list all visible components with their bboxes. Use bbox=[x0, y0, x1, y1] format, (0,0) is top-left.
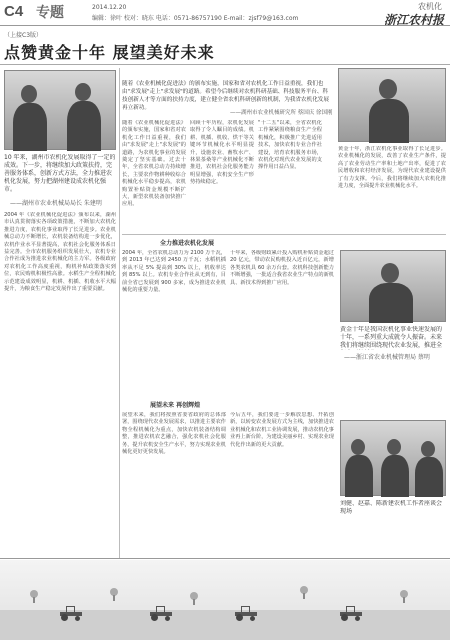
mid-body-col2: 回顾十年历程，农机化发展取得了令人瞩目的成绩。机耕、机插、机收、烘干等关键环节机械化水平明显提升，设施农业、畜牧水产、林果茶桑等产业机械化不断推进，农机社会化服务能力明显增强，农机安全生产形势持续稳定。 bbox=[190, 120, 254, 186]
lower-body-left: 展望未来，我们将按照省委省政府的总体部署，围绕现代农业发展需求，以推进主要农作物全程机械化为重点，加快农机装备结构调整，推进农机农艺融合，强化农机社会化服务，提升农机安全生产水平，努力实现农业机械化更好更快发展。 bbox=[122, 412, 226, 456]
tractor-icon bbox=[150, 606, 172, 620]
subheading-2: 展望未来 再创辉煌 bbox=[150, 402, 201, 409]
masthead: 浙江农村报 bbox=[383, 13, 444, 27]
headline: 点赞黄金十年 展望美好未来 bbox=[4, 43, 215, 62]
left-photo-caption: 10 年来，湖州市农机化发展取得了一定的成效。下一步，将继续加大政策扶持，完善服务体系，创新方式方法，全力推进农机化发展，努力把湖州建设成农机化强市。 bbox=[4, 154, 116, 193]
left-photo bbox=[4, 70, 116, 150]
banner-top-rule bbox=[0, 558, 450, 559]
tractor-icon bbox=[60, 606, 82, 620]
tree-icon bbox=[300, 586, 308, 598]
section-title: 专题 bbox=[36, 5, 64, 21]
column-name: 农机化 bbox=[418, 2, 442, 11]
right-lower-photo bbox=[340, 420, 446, 496]
continued-tag: （上接C3版） bbox=[4, 32, 43, 39]
column-divider bbox=[119, 68, 120, 558]
tractor-icon bbox=[340, 606, 362, 620]
page-header bbox=[0, 0, 450, 26]
mid-body-col3: "十二五"以来，全省农机化工作紧紧围绕粮食生产全程机械化，积极推广先进适用技术，加快农机专业合作社建设，培育农机服务市场，农机化对现代农业发展的支撑作用日益凸显。 bbox=[258, 120, 322, 171]
page-number: C4 bbox=[4, 3, 24, 20]
right-top-body: 黄金十年，浙江农机化事业取得了长足进步。农业机械化的发展，改善了农业生产条件，提高了农业劳动生产率和土地产出率，促进了农民增收和农村经济发展，为现代农业建设提供了有力支撑。今后，我们将继续加大农机化推进力度，全面提升农业机械化水平。 bbox=[338, 146, 446, 190]
left-photo-credit: ——湖州市农业机械局局长 朱建明 bbox=[10, 200, 102, 207]
middle-photo-credit: ——浙江省农业机械管理局 蔡明 bbox=[344, 354, 430, 361]
headline-divider bbox=[0, 64, 450, 65]
tree-icon bbox=[400, 590, 408, 602]
issue-date: 2014.12.20 bbox=[92, 4, 127, 11]
middle-body-right: 十年来，各级财政累计投入购机补贴资金超过 20 亿元，带动农民购机投入近百亿元，新增各类农机具 60 余万台套。农机科技创新能力不断增强，一批适合我省农业生产特点的新机具、新技术得到推广应用。 bbox=[230, 250, 334, 286]
right-lower-photo-caption: 刘健、赵嘉、陈新建农机工作者座谈会现场 bbox=[340, 500, 443, 515]
farm-illustration-banner bbox=[0, 560, 450, 640]
section-divider bbox=[122, 234, 446, 235]
tractor-icon bbox=[235, 606, 257, 620]
middle-photo-caption: 黄金十年是我国农机化事业快速发展的十年，一系列重大成就令人振奋。未来我们将继续围绕现代农业发展，推进全 bbox=[340, 326, 443, 349]
middle-photo bbox=[340, 250, 446, 322]
subheading-1: 全力推进农机化发展 bbox=[160, 240, 215, 247]
tree-icon bbox=[30, 590, 38, 602]
middle-body-left: 2004 年，全省农机总动力为 2100 万千瓦，到 2013 年已达到 2450 万千瓦；水稻机插率从不足 5% 提高到 30% 以上，机收率达到 85% 以上。农机专业合作社从无到有，目前全省已发展到 900 多家，成为推进农业机械化的重要力量。 bbox=[122, 250, 226, 294]
lead-credit: ——湖州市农业机械研究所 蔡国庆 徐国刚 bbox=[230, 110, 333, 116]
mid-body-col1: 随着《农业机械化促进法》的颁布实施，国家和省对农机化工作日益重视，我们由"求发展"走上"求发展"的道路，为农机化事业的发展奠定了坚实基础。过去十年，全省农机总动力持续增长，主要农作物耕种收综合机械化水平稳步提高，农机购置补贴资金规模不断扩大，新型农机装备加快推广应用。 bbox=[122, 120, 186, 208]
lower-body-right: 今后五年，我们要进一步解放思想、开拓创新，以转变农业发展方式为主线，加快推进农业机械化和农机工业协调发展，推动农机化事业再上新台阶，为建设美丽乡村、实现农业现代化作出新的更大贡献。 bbox=[230, 412, 334, 448]
tree-icon bbox=[190, 592, 198, 604]
tree-icon bbox=[110, 588, 118, 600]
editor-contact-line: 编辑：徐叶 校对：晓东 电话：0571-86757190 E-mail：zjsf79@163.com bbox=[92, 15, 299, 22]
left-column-body: 2004 年《农业机械化促进法》颁布以来，湖州市认真贯彻落实各项政策措施，不断加大农机化推进力度，农机化事业取得了长足进步。农业机械总动力不断增长，农机装备结构进一步优化，农机作业水平显著提高，农机社会化服务体系日益完善。全市农机服务组织发展壮大，农机专业合作社成为推进农业机械化的主力军。各级政府对农机化工作高度重视，购机补贴政策落实到位，农民购机积极性高涨。水稻生产全程机械化示范建设成效明显，机耕、机插、机收水平大幅提升，为粮食生产稳定发展作出了重要贡献。 bbox=[4, 212, 116, 293]
right-top-photo bbox=[338, 68, 446, 142]
lead-paragraph: 随着《农业机械化促进法》的颁布实施，国家和省对农机化工作日益重视，我们也由"求发展"走上"求发展"的道路。希望今后继续对农机科研基础、科技服务平台、科技创新人才等方面的扶持力度，建立健全省农机科研创新的机制，为我省农机化发展再立新功。 bbox=[122, 81, 329, 111]
